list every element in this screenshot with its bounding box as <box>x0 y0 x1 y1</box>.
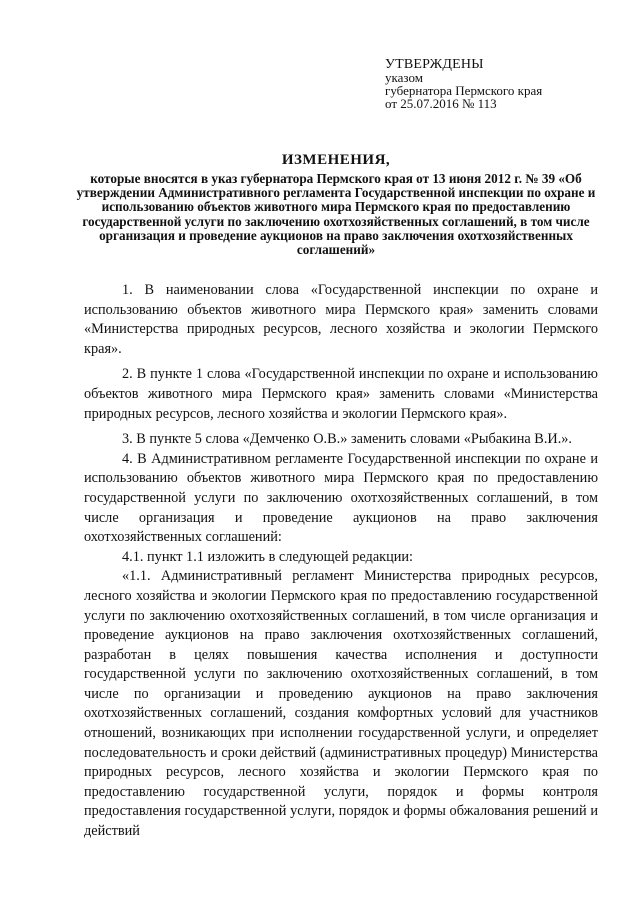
approval-date: от 25.07.2016 № 113 <box>385 96 497 111</box>
paragraph-4-1: 4.1. пункт 1.1 изложить в следующей редакции: <box>122 548 414 565</box>
document-body <box>84 281 598 842</box>
document-subtitle: которые вносятся в указ губернатора Пермского края от 13 июня 2012 г. № 39 «Об утверждении Административного регламента Государственной инспекции по охране и использованию объектов животного мира Пермского края по предоставлению государственной услуги по заключению охотхозяйственных соглашений, в том числе организация и проведение аукционов на право заключения охотхозяйственных соглашений» <box>76 171 596 258</box>
approval-title: УТВЕРЖДЕНЫ <box>385 57 484 72</box>
paragraph-4: 4. В Административном регламенте Государственной инспекции по охране и использованию объектов животного мира Пермского края по предоставлению государственной услуги по заключению охотхозяйственных соглашений, в том числе организация и проведение аукционов на право заключения охотхозяйственных соглашений: <box>84 450 598 546</box>
paragraph-4-1-text: «1.1. Административный регламент Министерства природных ресурсов, лесного хозяйства и экологии Пермского края по предоставлению государственной услуги по заключению охотхозяйственных соглашений, в том числе организация и проведение аукционов на право заключения охотхозяйственных соглашений, разработан в целях повышения качества исполнения и доступности государственной услуги по заключению охотхозяйственных соглашений, в том числе по организации и проведению аукционов на право заключения охотхозяйственных соглашений, создания комфортных условий для участников отношений, возникающих при исполнении государственной услуги, и определяет последовательность и сроки действий (административных процедур) Министерства природных ресурсов, лесного хозяйства и экологии Пермского края по предоставлению государственной услуги, порядок и формы контроля предоставления государственной услуги, порядок и формы обжалования решений и действий <box>84 568 598 840</box>
document-title: ИЗМЕНЕНИЯ, <box>281 152 391 168</box>
approval-authority: губернатора Пермского края <box>385 83 543 98</box>
document-heading <box>72 152 600 257</box>
paragraph-1: 1. В наименовании слова «Государственной инспекции по охране и использованию объектов животного мира Пермского края» заменить словами «Министерства природных ресурсов, лесного хозяйства и экологии Пермского края». <box>84 282 598 357</box>
paragraph-3: 3. В пункте 5 слова «Демченко О.В.» заменить словами «Рыбакина В.И.». <box>122 431 573 448</box>
approval-stamp <box>385 58 542 110</box>
paragraph-2: 2. В пункте 1 слова «Государственной инспекции по охране и использованию объектов животного мира Пермского края» заменить словами «Министерства природных ресурсов, лесного хозяйства и экологии Пермского края». <box>84 366 598 422</box>
approval-decree: указом <box>385 70 423 85</box>
